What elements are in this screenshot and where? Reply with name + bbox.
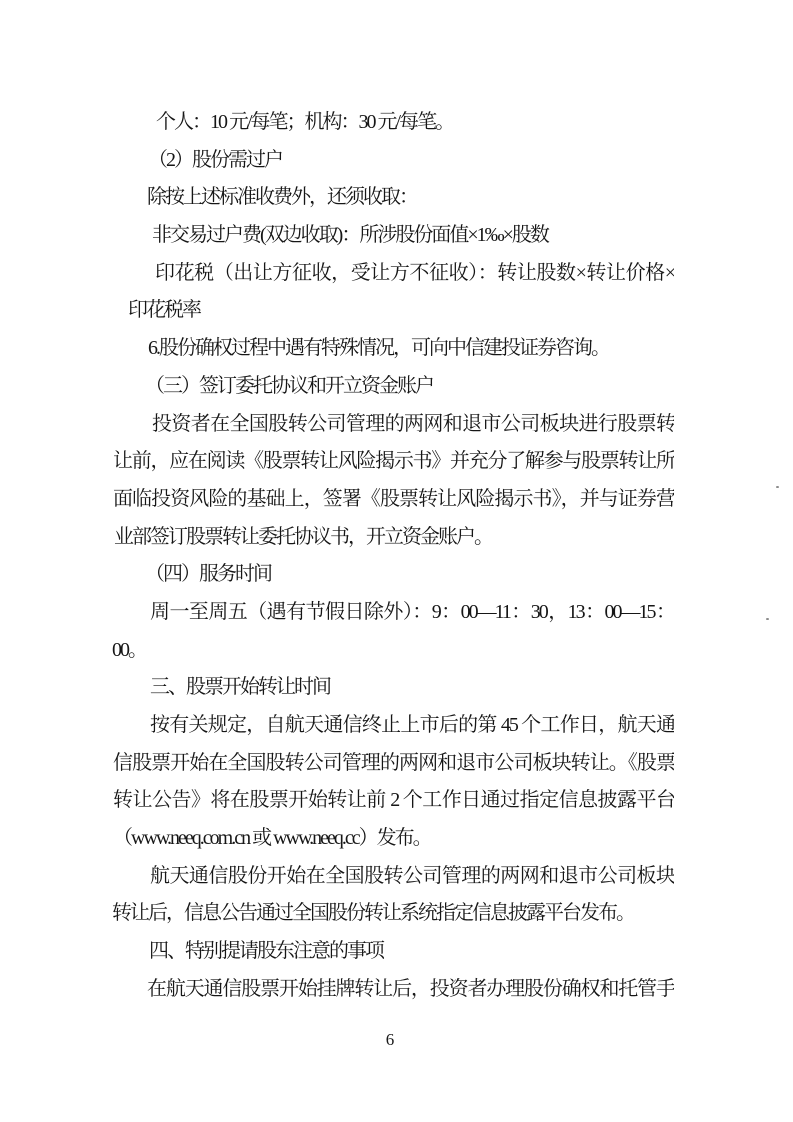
text-line: 除按上述标准收费外，还须收取： [147, 186, 417, 209]
text-line: 投资者在全国股转公司管理的两网和退市公司板块进行股票转 [152, 412, 674, 435]
text-line: 信股票开始在全国股转公司管理的两网和退市公司板块转让。《股票 [113, 751, 674, 774]
text-line: 业部签订股票转让委托协议书，开立资金账户。 [114, 525, 492, 548]
text-line: 让前，应在阅读《股票转让风险揭示书》并充分了解参与股票转让所 [113, 450, 674, 473]
scan-artifact-dot [766, 618, 769, 620]
scan-artifact-dot [776, 486, 779, 488]
text-line: 个人：10 元/每笔；机构：30 元/每笔。 [156, 111, 454, 133]
text-line: （2）股份需过户 [148, 148, 282, 171]
text-line: 印花税（出让方征收，受让方不征收）：转让股数×转让价格× [155, 261, 674, 284]
text-line: （www.neeq.com.cn 或 www.neeq.cc）发布。 [113, 827, 431, 850]
text-line: （三）签订委托协议和开立资金账户 [145, 374, 433, 397]
text-line: 周一至周五（遇有节假日除外）：9：00—11：30，13：00—15： [150, 600, 674, 623]
text-line: 在航天通信股票开始挂牌转让后，投资者办理股份确权和托管手 [147, 977, 674, 1000]
text-line: 面临投资风险的基础上，签署《股票转让风险揭示书》，并与证券营 [113, 487, 674, 510]
document-body [112, 104, 674, 1009]
text-line: 三、股票开始转让时间 [150, 676, 330, 699]
text-line: 航天通信股份开始在全国股转公司管理的两网和退市公司板块 [150, 864, 674, 887]
text-line: 00。 [112, 638, 146, 661]
text-line: （四）服务时间 [145, 563, 271, 586]
page-number: 6 [385, 1030, 395, 1049]
text-line: 按有关规定，自航天通信终止上市后的第 45 个工作日，航天通 [150, 714, 674, 736]
text-line: 四、特别提请股东注意的事项 [149, 940, 383, 963]
text-line: 转让后，信息公告通过全国股份转让系统指定信息披露平台发布。 [112, 902, 634, 925]
text-line: 转让公告》将在股票开始转让前 2 个工作日通过指定信息披露平台 [113, 789, 674, 812]
text-line: 非交易过户费(双边收取)：所涉股份面值×1‰×股数 [152, 224, 548, 247]
text-line: 6.股份确权过程中遇有特殊情况，可向中信建投证券咨询。 [148, 337, 609, 360]
text-line: 印花税率 [128, 299, 200, 322]
